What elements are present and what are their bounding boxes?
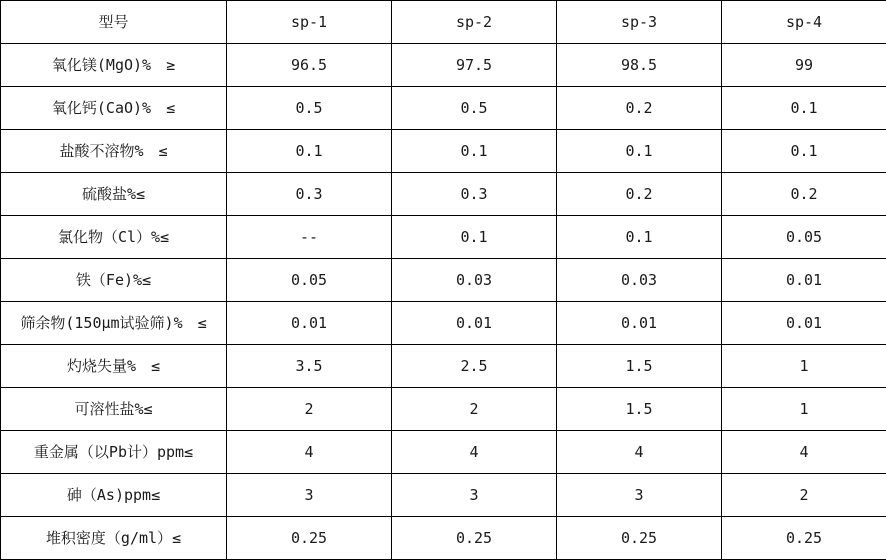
value-cell: 0.01	[557, 302, 722, 345]
value-cell: 3	[392, 474, 557, 517]
column-header-sp4: sp-4	[722, 1, 886, 44]
value-cell: 99	[722, 44, 886, 87]
value-cell: 3	[557, 474, 722, 517]
value-cell: 98.5	[557, 44, 722, 87]
value-cell: 4	[392, 431, 557, 474]
value-cell: 0.3	[227, 173, 392, 216]
value-cell: 2.5	[392, 345, 557, 388]
value-cell: 0.5	[392, 87, 557, 130]
value-cell: 0.25	[557, 517, 722, 560]
value-cell: 0.1	[722, 130, 886, 173]
row-label-cell: 硫酸盐%≤	[1, 173, 227, 216]
value-cell: 0.25	[392, 517, 557, 560]
value-cell: 0.1	[557, 216, 722, 259]
table-row-ignition-loss	[1, 345, 886, 388]
value-cell: --	[227, 216, 392, 259]
row-label-cell: 堆积密度（g/ml）≤	[1, 517, 227, 560]
value-cell: 4	[557, 431, 722, 474]
value-cell: 0.1	[392, 216, 557, 259]
row-label-cell: 氧化钙(CaO)% ≤	[1, 87, 227, 130]
table-row-hcl-insoluble	[1, 130, 886, 173]
value-cell: 4	[722, 431, 886, 474]
value-cell: 2	[227, 388, 392, 431]
value-cell: 0.03	[392, 259, 557, 302]
value-cell: 3	[227, 474, 392, 517]
row-label-cell: 氯化物（Cl）%≤	[1, 216, 227, 259]
value-cell: 0.25	[227, 517, 392, 560]
table-row-arsenic	[1, 474, 886, 517]
table-row-sulfate	[1, 173, 886, 216]
value-cell: 0.25	[722, 517, 886, 560]
value-cell: 1	[722, 345, 886, 388]
value-cell: 96.5	[227, 44, 392, 87]
value-cell: 0.2	[722, 173, 886, 216]
column-header-sp2: sp-2	[392, 1, 557, 44]
value-cell: 1.5	[557, 388, 722, 431]
table-row-soluble-salt	[1, 388, 886, 431]
value-cell: 0.3	[392, 173, 557, 216]
table-row-heavy-metals	[1, 431, 886, 474]
table-row-cao	[1, 87, 886, 130]
row-label-cell: 砷（As)ppm≤	[1, 474, 227, 517]
column-header-sp1: sp-1	[227, 1, 392, 44]
value-cell: 0.2	[557, 87, 722, 130]
value-cell: 4	[227, 431, 392, 474]
value-cell: 0.1	[557, 130, 722, 173]
value-cell: 0.1	[227, 130, 392, 173]
header-row	[1, 1, 886, 44]
table-row-sieve-residue	[1, 302, 886, 345]
column-header-model: 型号	[1, 1, 227, 44]
row-label-cell: 筛余物(150μm试验筛)% ≤	[1, 302, 227, 345]
value-cell: 0.05	[722, 216, 886, 259]
value-cell: 1.5	[557, 345, 722, 388]
row-label-cell: 氧化镁(MgO)% ≥	[1, 44, 227, 87]
table-row-iron	[1, 259, 886, 302]
value-cell: 0.05	[227, 259, 392, 302]
table-row-bulk-density	[1, 517, 886, 560]
table-row-chloride	[1, 216, 886, 259]
value-cell: 0.1	[722, 87, 886, 130]
row-label-cell: 灼烧失量% ≤	[1, 345, 227, 388]
value-cell: 0.01	[392, 302, 557, 345]
row-label-cell: 重金属（以Pb计）ppm≤	[1, 431, 227, 474]
value-cell: 0.01	[227, 302, 392, 345]
value-cell: 0.03	[557, 259, 722, 302]
value-cell: 97.5	[392, 44, 557, 87]
row-label-cell: 铁（Fe)%≤	[1, 259, 227, 302]
value-cell: 1	[722, 388, 886, 431]
value-cell: 0.1	[392, 130, 557, 173]
row-label-cell: 可溶性盐%≤	[1, 388, 227, 431]
row-label-cell: 盐酸不溶物% ≤	[1, 130, 227, 173]
value-cell: 3.5	[227, 345, 392, 388]
table-row-mgo	[1, 44, 886, 87]
value-cell: 2	[722, 474, 886, 517]
column-header-sp3: sp-3	[557, 1, 722, 44]
value-cell: 0.2	[557, 173, 722, 216]
value-cell: 0.01	[722, 302, 886, 345]
value-cell: 0.5	[227, 87, 392, 130]
value-cell: 0.01	[722, 259, 886, 302]
value-cell: 2	[392, 388, 557, 431]
